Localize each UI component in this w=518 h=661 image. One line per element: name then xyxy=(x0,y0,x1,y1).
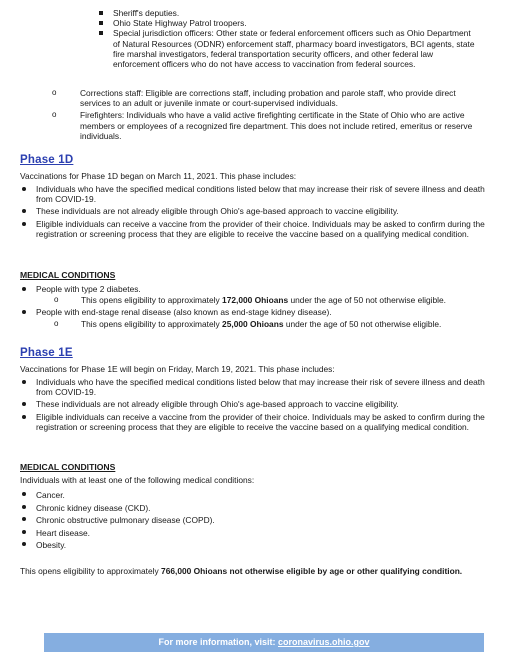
list-item: Sheriff's deputies. xyxy=(97,8,477,18)
condition-label: People with end-stage renal disease (also known as end-stage kidney disease). xyxy=(36,307,332,318)
officer-list xyxy=(97,8,477,69)
phase-1d-bullets xyxy=(20,184,485,239)
list-item: Chronic obstructive pulmonary disease (COPD). xyxy=(20,514,485,527)
phase-1e-heading: Phase 1E xyxy=(20,347,73,359)
list-item: Ohio State Highway Patrol troopers. xyxy=(97,18,477,28)
list-item: Chronic kidney disease (CKD). xyxy=(20,502,485,515)
condition-note xyxy=(54,319,485,329)
phase-1e-conditions-intro: Individuals with at least one of the following medical conditions: xyxy=(20,475,255,485)
list-item: o Corrections staff: Eligible are corrections staff, including probation and parole staff, who provide direct services to an adult or juvenile inmate or court-supervised individuals. xyxy=(52,88,482,108)
summary-count: 766,000 Ohioans not otherwise eligible by age or other qualifying condition. xyxy=(161,566,463,576)
footer-label: For more information, visit: xyxy=(158,637,278,647)
footer-link[interactable]: coronavirus.ohio.gov xyxy=(278,637,370,647)
list-item xyxy=(20,307,485,328)
list-item: Obesity. xyxy=(20,539,485,552)
phase-1d-heading: Phase 1D xyxy=(20,154,74,166)
list-item: Cancer. xyxy=(20,489,485,502)
note-text: This opens eligibility to approximately xyxy=(81,295,223,306)
note-text: This opens eligibility to approximately xyxy=(81,318,223,329)
list-item: Eligible individuals can receive a vaccine from the provider of their choice. Individuals may be asked to confirm during the registration or screening process that they are eligible to receive the vaccine based on a qualifying medical condition. xyxy=(20,412,485,432)
list-item: Individuals who have the specified medical conditions listed below that may increase their risk of severe illness and death from COVID-19. xyxy=(20,377,485,397)
note-text: under the age of 50 not otherwise eligible. xyxy=(283,318,442,329)
list-item: Individuals who have the specified medical conditions listed below that may increase their risk of severe illness and death from COVID-19. xyxy=(20,184,485,204)
phase-1e-bullets xyxy=(20,377,485,432)
phase-1d-intro: Vaccinations for Phase 1D began on March 11, 2021. This phase includes: xyxy=(20,171,297,181)
staff-group-list xyxy=(52,88,482,141)
list-item: These individuals are not already eligible through Ohio's age-based approach to vaccine eligibility. xyxy=(20,399,485,409)
condition-note-list xyxy=(36,319,485,329)
phase-1d-conditions xyxy=(20,284,485,329)
phase-1d-conditions-heading: MEDICAL CONDITIONS xyxy=(20,270,116,280)
eligibility-summary xyxy=(20,566,500,576)
phase-1e-conditions-heading: MEDICAL CONDITIONS xyxy=(20,462,116,472)
list-item xyxy=(20,284,485,305)
list-item: o Firefighters: Individuals who have a valid active firefighting certificate in the State of Ohio who are active members or employees of a recognized fire department. This does not include retired, emeritus or reserve individuals. xyxy=(52,110,482,141)
condition-label: People with type 2 diabetes. xyxy=(36,284,141,294)
note-text: under the age of 50 not otherwise eligible. xyxy=(288,295,446,306)
list-item: These individuals are not already eligible through Ohio's age-based approach to vaccine eligibility. xyxy=(20,206,485,216)
list-item: Special jurisdiction officers: Other state or federal enforcement officers such as Ohio Department of Natural Resources (ODNR) enforcement staff, pharmacy board investigators, BCI agents, state fire marshal investigators, federal transportation security officers, and other federal law enforcement officers who do not have access to vaccination from federal sources. xyxy=(97,28,477,69)
condition-note-list xyxy=(36,295,485,305)
list-item: Eligible individuals can receive a vaccine from the provider of their choice. Individuals may be asked to confirm during the registration or screening process that they are eligible to receive the vaccine based on a qualifying medical condition. xyxy=(20,219,485,239)
phase-1e-conditions xyxy=(20,489,485,552)
footer-banner xyxy=(44,633,484,652)
list-item: Heart disease. xyxy=(20,527,485,540)
summary-text: This opens eligibility to approximately xyxy=(20,566,162,576)
note-count: 25,000 Ohioans xyxy=(222,318,284,329)
note-count: 172,000 Ohioans xyxy=(222,295,289,306)
condition-note xyxy=(54,295,485,305)
phase-1e-intro: Vaccinations for Phase 1E will begin on Friday, March 19, 2021. This phase includes: xyxy=(20,364,335,374)
